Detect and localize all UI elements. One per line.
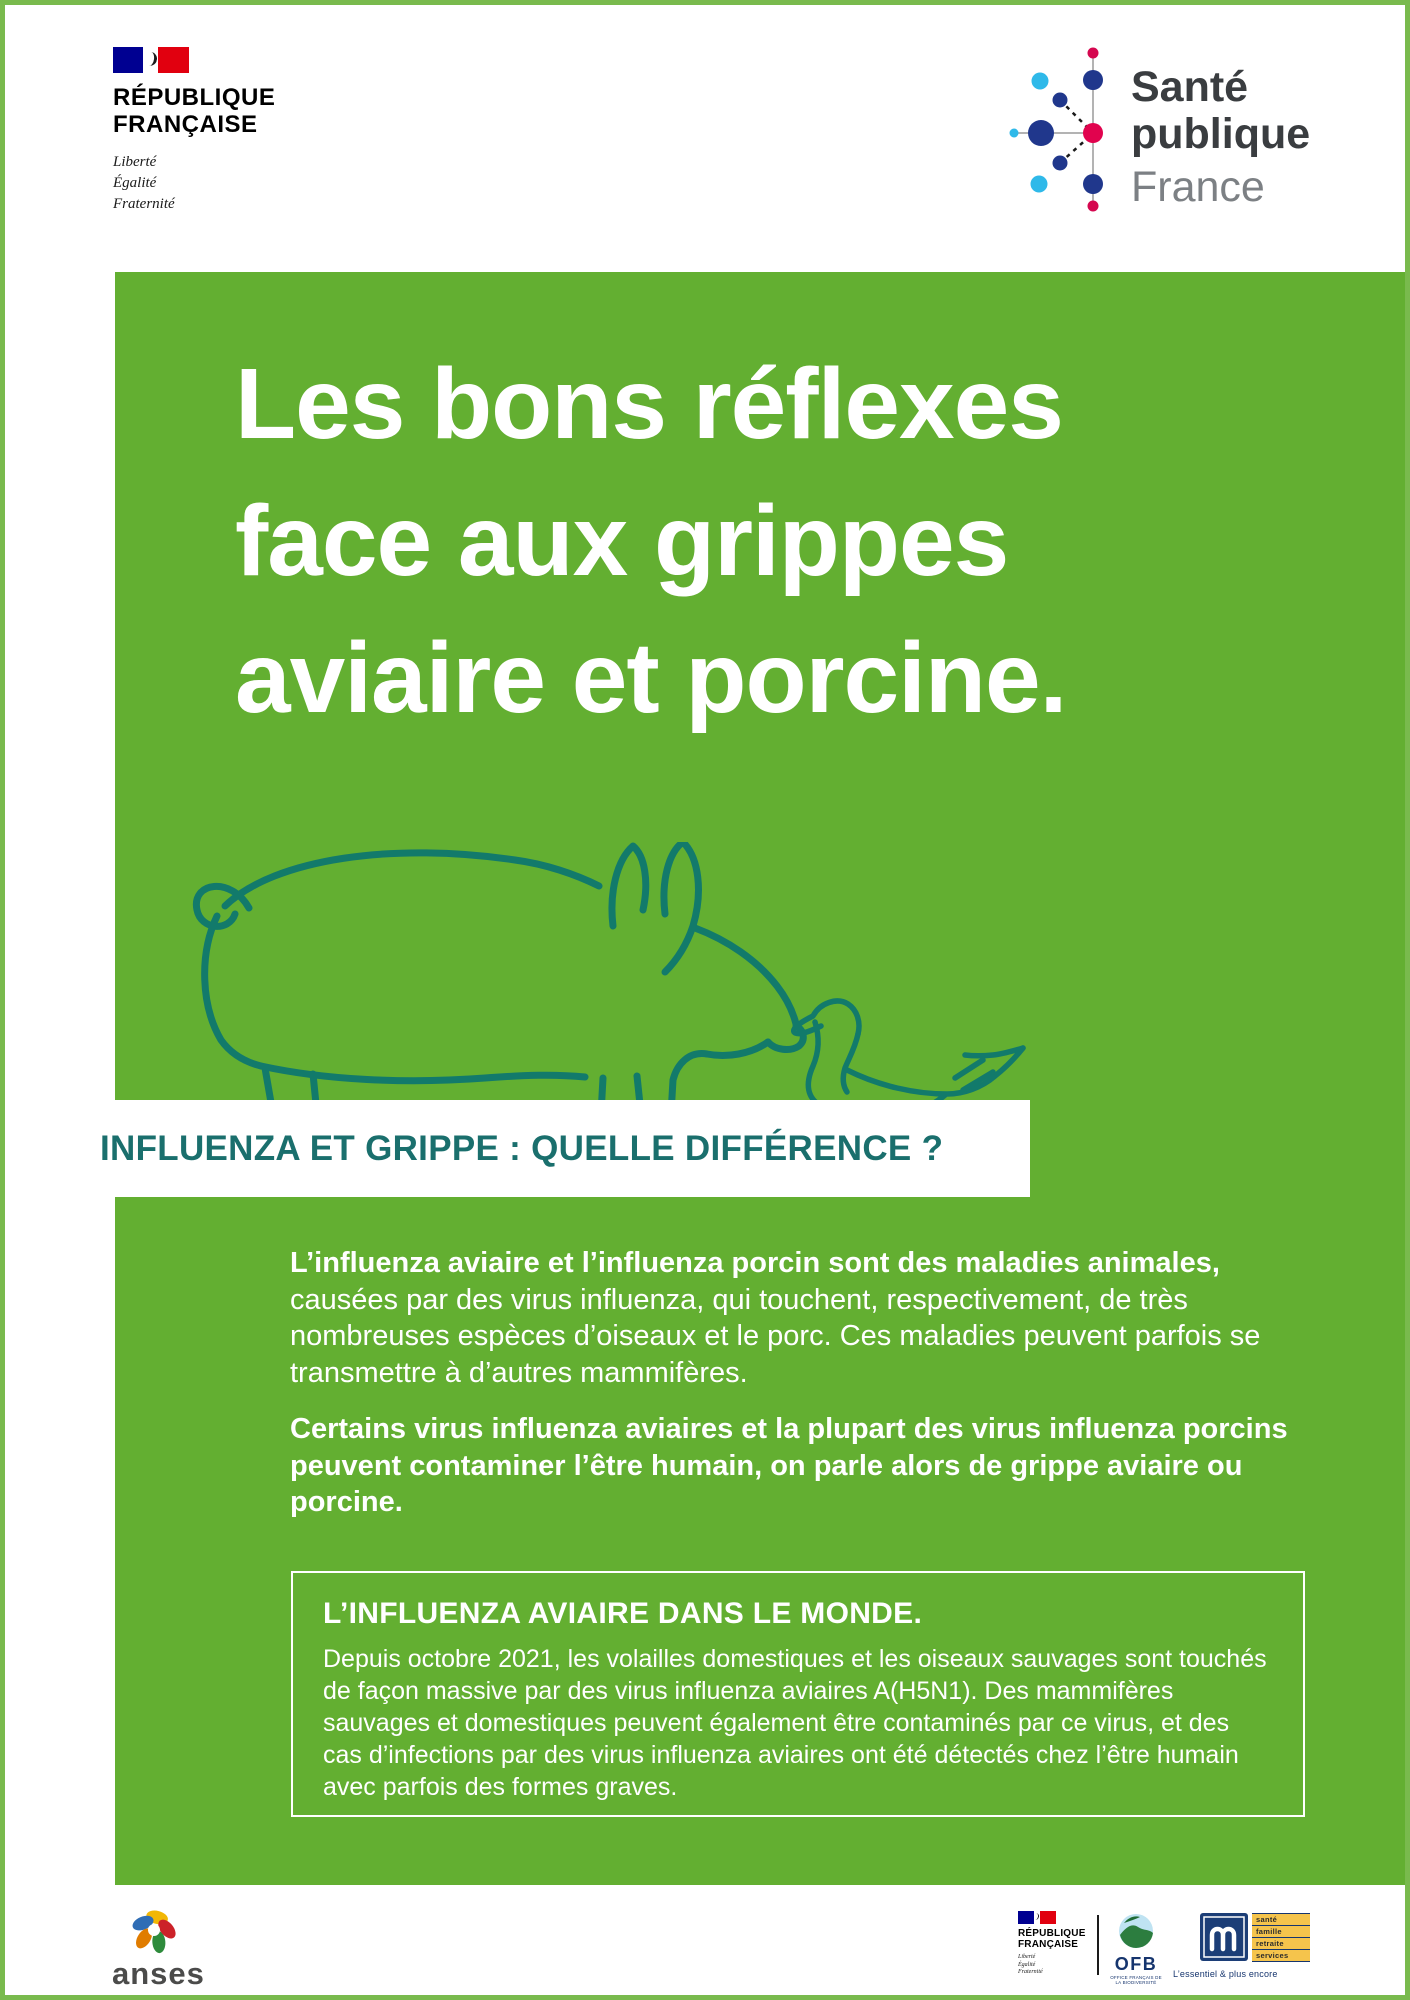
msa-word-retraite: retraite: [1252, 1938, 1310, 1950]
spf-line-sante: Santé: [1131, 63, 1249, 111]
section-banner: [5, 1100, 1030, 1197]
spf-line-publique: publique: [1131, 110, 1311, 158]
footer-rf-motto: [1018, 1954, 1086, 1977]
republique-francaise-logo: [113, 47, 275, 215]
msa-word-sante: santé: [1252, 1914, 1310, 1926]
msa-word-famille: famille: [1252, 1926, 1310, 1938]
msa-tagline: L’essentiel & plus encore: [1173, 1969, 1278, 1979]
rf-motto: [113, 152, 275, 215]
world-influenza-box-title: L’INFLUENZA AVIAIRE DANS LE MONDE.: [323, 1597, 923, 1630]
ofb-emblem-icon: [1118, 1913, 1154, 1949]
spf-wordmark: [1131, 64, 1310, 220]
poster-title: [235, 336, 1066, 747]
ofb-wordmark: OFB: [1114, 1954, 1158, 1974]
footer-rf-motto-fraternite: Fraternité: [1018, 1969, 1043, 1975]
title-line-2: face aux grippes: [235, 485, 1009, 597]
republique-francaise-wordmark: [113, 84, 275, 138]
anses-flower-icon: [128, 1906, 180, 1954]
ofb-logo: [1107, 1913, 1165, 1985]
title-line-3: aviaire et porcine.: [235, 622, 1067, 734]
title-line-1: Les bons réflexes: [235, 348, 1063, 460]
anses-wordmark: anses: [112, 1956, 205, 1991]
msa-word-services: services: [1252, 1950, 1310, 1962]
footer-rf-name-line1: RÉPUBLIQUE: [1018, 1928, 1086, 1939]
paragraph-contamination: Certains virus influenza aviaires et la plupart des virus influenza porcins peuvent contaminer l’être humain, on parle alors de grippe aviaire ou porcine.: [290, 1413, 1288, 1518]
rf-motto-egalite: Égalité: [113, 175, 157, 191]
paragraph-difference: [290, 1245, 1310, 1391]
world-influenza-box-text: Depuis octobre 2021, les volailles domestiques et les oiseaux sauvages sont touchés de façon massive par des virus influenza aviaires A(H5N1). Des mammifères sauvages et domestiques peuvent également être contaminés par ce virus, et des cas d’infections par des virus influenza aviaires ont été détectés chez l’être humain avec parfois des formes graves.: [323, 1645, 1267, 1801]
ofb-subtitle: OFFICE FRANÇAIS DE LA BIODIVERSITÉ: [1110, 1975, 1162, 1985]
msa-services-list: [1252, 1913, 1310, 1962]
footer-rf-name-line2: FRANÇAISE: [1018, 1939, 1079, 1950]
paragraph-difference-rest: causées par des virus influenza, qui touchent, respectivement, de très nombreuses espèces d’oiseaux et le porc. Ces maladies peuvent parfois se transmettre à d’autres mammifères.: [290, 1283, 1261, 1389]
footer-french-flag-icon: [1018, 1911, 1056, 1924]
anses-logo: [112, 1906, 242, 1992]
footer-rf-motto-egalite: Égalité: [1018, 1961, 1036, 1968]
world-influenza-box: [291, 1571, 1305, 1817]
spf-line-france: France: [1131, 163, 1265, 211]
pig-illustration: [165, 842, 845, 1117]
footer-republique-francaise-logo: [1018, 1911, 1086, 1977]
footer-divider: [1097, 1915, 1099, 1975]
footer-rf-wordmark: [1018, 1928, 1086, 1950]
section-banner-text: INFLUENZA ET GRIPPE : QUELLE DIFFÉRENCE ?: [100, 1128, 944, 1168]
rf-name-line1: RÉPUBLIQUE: [113, 84, 276, 111]
spf-network-icon: [1000, 30, 1125, 220]
rf-name-line2: FRANÇAISE: [113, 111, 258, 138]
msa-emblem-icon: [1200, 1913, 1248, 1961]
french-flag-icon: [113, 47, 189, 73]
paragraph-difference-lead: L’influenza aviaire et l’influenza porcin sont des maladies animales,: [290, 1247, 1220, 1279]
rf-motto-liberte: Liberté: [113, 154, 157, 170]
sante-publique-france-logo: [1000, 30, 1310, 220]
rf-motto-fraternite: Fraternité: [113, 196, 175, 212]
footer-rf-motto-liberte: Liberté: [1018, 1954, 1036, 1960]
